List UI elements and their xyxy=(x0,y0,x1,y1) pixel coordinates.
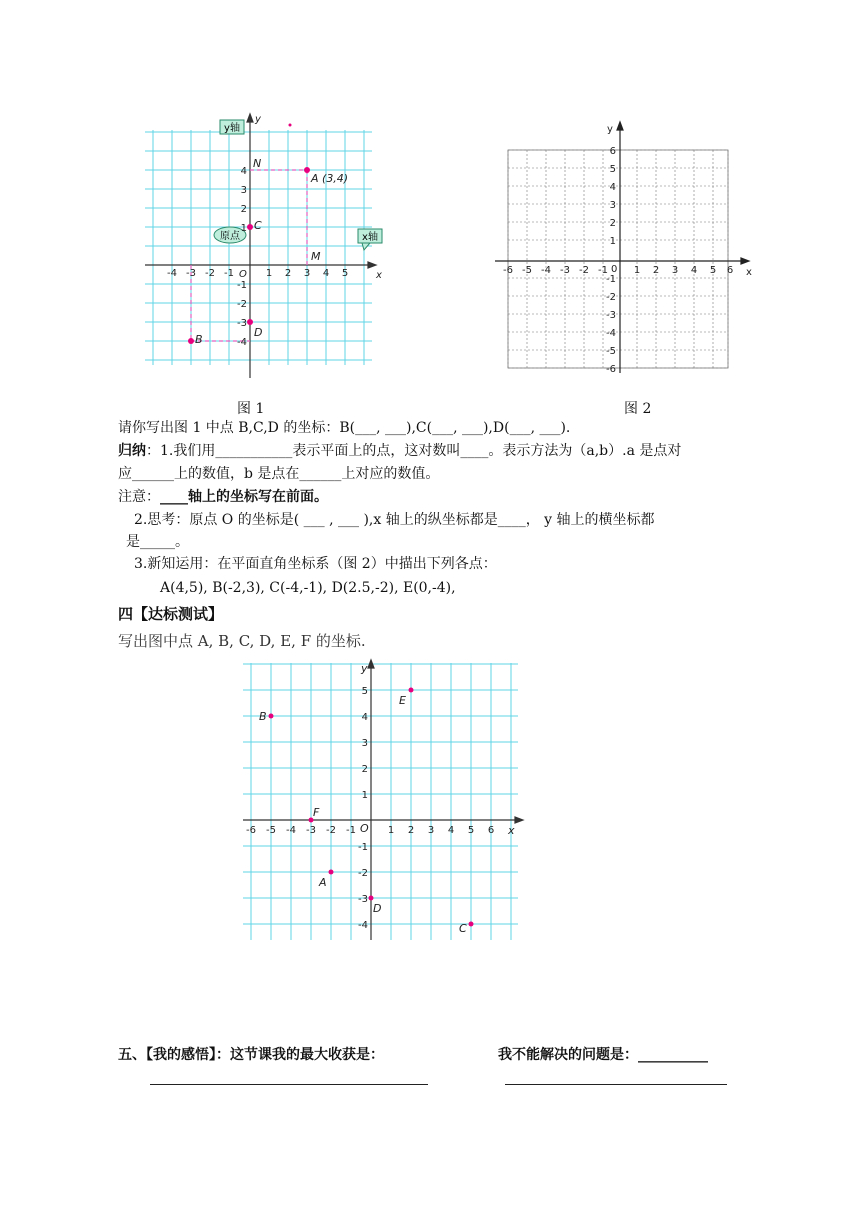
y-tick: 5 xyxy=(361,686,368,697)
figure-2 xyxy=(490,118,760,378)
x-tick: 3 xyxy=(671,265,679,276)
x-tick: 4 xyxy=(447,825,455,836)
y-tick: -3 xyxy=(358,894,368,905)
y-tick: 1 xyxy=(361,790,368,801)
apply-line: 3.新知运用：在平面直角坐标系（图 2）中描出下列各点： xyxy=(134,556,497,572)
x-tick: -5 xyxy=(522,265,532,276)
axis-x-label: x xyxy=(746,267,752,278)
y-tick: -3 xyxy=(606,310,616,321)
origin-label: O xyxy=(360,822,369,835)
y-tick: 6 xyxy=(609,146,616,157)
y-tick: -2 xyxy=(606,292,616,303)
x-tick: -6 xyxy=(246,825,256,836)
point-b-label: B xyxy=(259,710,267,723)
note-line xyxy=(118,487,328,507)
y-axis-callout xyxy=(220,120,244,134)
y-tick: 2 xyxy=(240,204,247,215)
y-tick: 3 xyxy=(609,200,616,211)
figure-3 xyxy=(238,658,528,943)
x-tick: 1 xyxy=(265,268,273,279)
point-m-label: M xyxy=(311,250,321,263)
figure-1-dashed-guides xyxy=(191,170,307,341)
x-tick: 5 xyxy=(709,265,717,276)
question-line-1: 请你写出图 1 中点 B,C,D 的坐标：B(___, ___),C(___, ___),D(___, ___). xyxy=(118,420,571,436)
y-tick: -4 xyxy=(237,337,247,348)
x-tick: -4 xyxy=(167,268,177,279)
x-tick: 4 xyxy=(322,268,330,279)
x-tick: -2 xyxy=(205,268,215,279)
x-tick: -4 xyxy=(541,265,551,276)
y-tick: 4 xyxy=(609,182,616,193)
figure-2-axes xyxy=(495,122,749,373)
point-d-dot xyxy=(369,896,374,901)
point-a-dot xyxy=(329,870,334,875)
summary-label: 归纳 xyxy=(118,443,146,459)
answer-line-left xyxy=(150,1084,428,1085)
section-5-right: 我不能解决的问题是：__________ xyxy=(498,1047,708,1063)
y-tick: -6 xyxy=(606,364,616,375)
axis-y-label: y xyxy=(255,114,261,125)
x-tick: -3 xyxy=(560,265,570,276)
x-tick: -3 xyxy=(306,825,316,836)
section-5-heading: 五、【我的感悟】：这节课我的最大收获是： xyxy=(118,1047,384,1063)
point-b-dot xyxy=(269,714,274,719)
y-tick: -4 xyxy=(606,328,616,339)
x-tick: -3 xyxy=(186,268,196,279)
x-tick: 2 xyxy=(284,268,292,279)
point-n-label: N xyxy=(253,157,262,170)
summary-line-2: 应______上的数值，b 是点在______上对应的数值。 xyxy=(118,466,440,482)
point-c-label: C xyxy=(459,922,467,935)
point-a-dot xyxy=(304,167,310,173)
point-e-dot xyxy=(409,688,414,693)
point-f-label: F xyxy=(313,806,320,819)
y-tick: -1 xyxy=(358,842,368,853)
y-tick: 3 xyxy=(361,738,368,749)
answer-line-right xyxy=(505,1084,727,1085)
figure-1-points xyxy=(188,167,310,344)
origin-label: 0 xyxy=(611,264,618,275)
y-tick: 4 xyxy=(361,712,368,723)
point-d-label: D xyxy=(254,326,263,339)
x-tick: -1 xyxy=(598,265,608,276)
point-d-label: D xyxy=(373,902,382,915)
summary-line-1 xyxy=(118,441,681,461)
summary-text: ：1.我们用___________表示平面上的点，这对数叫____。表示方法为（a,b）.a 是点对 xyxy=(146,443,682,459)
y-tick: -5 xyxy=(606,346,616,357)
figure-2-caption: 图 2 xyxy=(624,401,652,417)
y-tick: 2 xyxy=(361,764,368,775)
x-tick: 6 xyxy=(487,825,495,836)
figure-2-grid xyxy=(508,150,728,368)
point-e-label: E xyxy=(399,694,406,707)
point-c-dot xyxy=(469,922,474,927)
section-4-instruction: 写出图中点 A, B, C, D, E, F 的坐标. xyxy=(118,632,366,650)
think-line-2: 是_____。 xyxy=(126,534,189,550)
x-tick: 6 xyxy=(726,265,734,276)
y-tick: -3 xyxy=(237,318,247,329)
y-tick: -1 xyxy=(606,274,616,285)
point-b-label: B xyxy=(195,333,203,346)
section-4-heading: 四【达标测试】 xyxy=(118,605,224,623)
origin-label: O xyxy=(239,269,247,280)
point-c-label: C xyxy=(254,219,262,232)
x-tick: 5 xyxy=(467,825,475,836)
y-tick: 4 xyxy=(240,166,247,177)
x-tick: -5 xyxy=(266,825,276,836)
think-line-1: 2.思考：原点 O 的坐标是( ___ , ___ ),x 轴上的纵坐标都是____， y 轴上的横坐标都 xyxy=(134,512,655,528)
x-tick: 5 xyxy=(341,268,349,279)
y-tick: -4 xyxy=(358,920,368,931)
x-tick: 3 xyxy=(303,268,311,279)
y-tick: 2 xyxy=(609,218,616,229)
point-a-label: A (3,4) xyxy=(311,172,349,185)
x-tick: -1 xyxy=(346,825,356,836)
points-list: A(4,5), B(-2,3), C(-4,-1), D(2.5,-2), E(0,-4), xyxy=(160,580,456,596)
point-d-dot xyxy=(247,319,253,325)
x-tick: -1 xyxy=(224,268,234,279)
figure-3-grid xyxy=(243,663,518,940)
x-tick: -2 xyxy=(326,825,336,836)
axis-x-label: x xyxy=(376,270,382,281)
point-b-dot xyxy=(188,338,194,344)
svg-text:x轴: x轴 xyxy=(362,232,378,243)
x-tick: -6 xyxy=(503,265,513,276)
x-tick: -2 xyxy=(579,265,589,276)
note-label: 注意： xyxy=(118,489,160,505)
x-tick: 3 xyxy=(427,825,435,836)
x-tick: 1 xyxy=(633,265,641,276)
y-tick: 5 xyxy=(609,164,616,175)
point-c-dot xyxy=(247,224,253,230)
point-a-label: A xyxy=(319,876,327,889)
y-tick: 3 xyxy=(240,185,247,196)
axis-y-label: y xyxy=(361,662,368,675)
axis-y-label: y xyxy=(607,124,613,135)
x-tick: 1 xyxy=(387,825,395,836)
y-tick: 1 xyxy=(609,236,616,247)
note-text: ____轴上的坐标写在前面。 xyxy=(160,489,328,505)
y-tick: -1 xyxy=(237,280,247,291)
svg-text:原点: 原点 xyxy=(220,231,240,242)
x-axis-callout xyxy=(358,229,382,250)
axis-x-label: x xyxy=(508,824,515,837)
y-tick: -2 xyxy=(237,299,247,310)
x-tick: 2 xyxy=(652,265,660,276)
y-tick: -2 xyxy=(358,868,368,879)
x-tick: -4 xyxy=(286,825,296,836)
svg-text:y轴: y轴 xyxy=(224,123,240,134)
figure-1-caption: 图 1 xyxy=(237,401,265,417)
y-tick: 1 xyxy=(240,223,247,234)
x-tick: 4 xyxy=(690,265,698,276)
x-tick: 2 xyxy=(407,825,415,836)
figure-1 xyxy=(140,110,390,385)
